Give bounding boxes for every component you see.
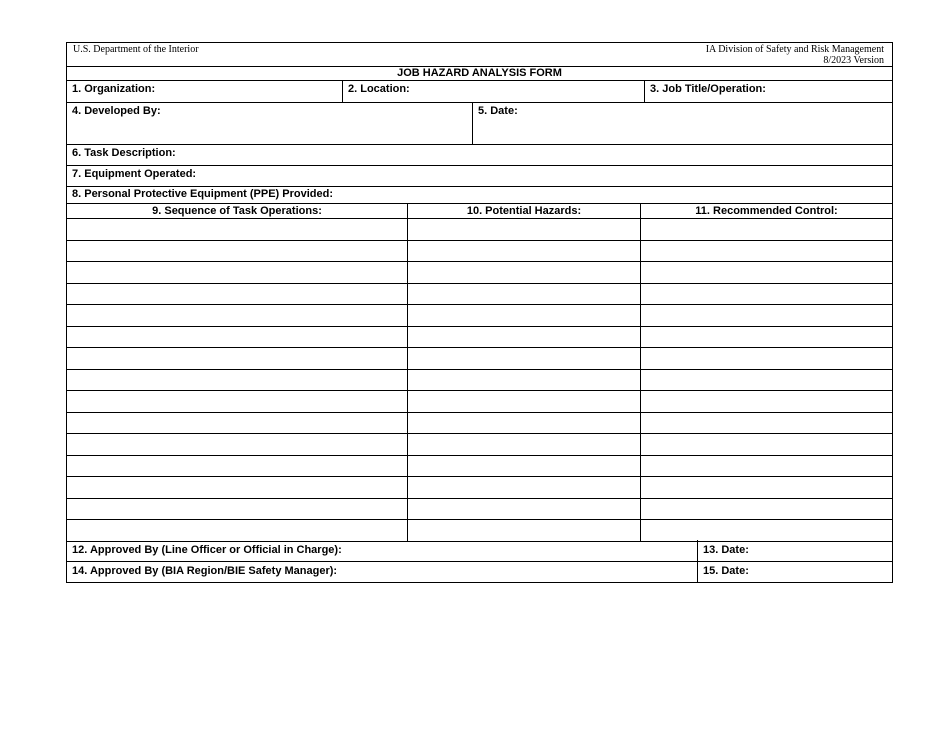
control-cell[interactable]: [641, 219, 892, 240]
equipment-operated-row[interactable]: [67, 166, 892, 187]
date-15-field[interactable]: [698, 562, 892, 582]
date-label: 5. Date:: [478, 105, 518, 117]
date-13-label: 13. Date:: [703, 544, 749, 556]
sequence-cell[interactable]: [67, 434, 408, 455]
approved-safety-manager-row: [67, 562, 892, 582]
hazards-cell[interactable]: [408, 305, 641, 326]
hazards-cell[interactable]: [408, 434, 641, 455]
hazards-cell[interactable]: [408, 477, 641, 498]
division-info: [706, 44, 884, 66]
job-title-field[interactable]: [645, 81, 892, 102]
sequence-cell[interactable]: [67, 413, 408, 434]
sequence-column-header: [67, 204, 408, 218]
organization-label: 1. Organization:: [72, 83, 156, 95]
approved-safety-manager-label: 14. Approved By (BIA Region/BIE Safety Manager):: [72, 565, 338, 577]
date-15-label: 15. Date:: [703, 565, 749, 577]
control-cell[interactable]: [641, 391, 892, 412]
job-hazard-analysis-form: [66, 42, 893, 583]
developed-by-date-row: [67, 103, 892, 145]
sequence-cell[interactable]: [67, 284, 408, 305]
hazards-cell[interactable]: [408, 241, 641, 262]
hazards-cell[interactable]: [408, 262, 641, 283]
control-cell[interactable]: [641, 434, 892, 455]
developed-by-field[interactable]: [67, 103, 473, 144]
form-header-row: [67, 43, 892, 67]
control-column-header: [641, 204, 892, 218]
sequence-cell[interactable]: [67, 241, 408, 262]
sequence-column-label: 9. Sequence of Task Operations:: [152, 205, 322, 217]
form-title-row: [67, 67, 892, 81]
table-row: [67, 327, 892, 349]
sequence-cell[interactable]: [67, 391, 408, 412]
department-name: U.S. Department of the Interior: [73, 44, 199, 55]
table-row: [67, 391, 892, 413]
table-row: [67, 520, 892, 542]
control-cell[interactable]: [641, 348, 892, 369]
job-title-label: 3. Job Title/Operation:: [650, 83, 766, 95]
table-row: [67, 241, 892, 263]
sequence-cell[interactable]: [67, 499, 408, 520]
table-row: [67, 477, 892, 499]
hazards-column-header: [408, 204, 641, 218]
sequence-cell[interactable]: [67, 348, 408, 369]
control-cell[interactable]: [641, 413, 892, 434]
table-row: [67, 219, 892, 241]
task-table-header-row: [67, 204, 892, 219]
sequence-cell[interactable]: [67, 262, 408, 283]
sequence-cell[interactable]: [67, 456, 408, 477]
sequence-cell[interactable]: [67, 327, 408, 348]
table-row: [67, 370, 892, 392]
control-cell[interactable]: [641, 327, 892, 348]
division-name: IA Division of Safety and Risk Management: [705, 44, 884, 55]
table-row: [67, 434, 892, 456]
control-cell[interactable]: [641, 456, 892, 477]
form-version: 8/2023 Version: [823, 55, 884, 66]
approved-line-officer-field[interactable]: [67, 540, 698, 561]
table-row: [67, 499, 892, 521]
hazards-cell[interactable]: [408, 456, 641, 477]
organization-location-job-row: [67, 81, 892, 103]
developed-by-label: 4. Developed By:: [72, 105, 161, 117]
table-row: [67, 284, 892, 306]
location-field[interactable]: [343, 81, 645, 102]
table-row: [67, 305, 892, 327]
approved-line-officer-row: [67, 540, 892, 562]
ppe-label: 8. Personal Protective Equipment (PPE) Provided:: [72, 188, 334, 200]
location-label: 2. Location:: [348, 83, 410, 95]
sequence-cell[interactable]: [67, 219, 408, 240]
control-cell[interactable]: [641, 284, 892, 305]
control-cell[interactable]: [641, 477, 892, 498]
hazards-cell[interactable]: [408, 520, 641, 541]
sequence-cell[interactable]: [67, 370, 408, 391]
hazards-column-label: 10. Potential Hazards:: [466, 205, 582, 217]
control-cell[interactable]: [641, 241, 892, 262]
date-field[interactable]: [473, 103, 892, 144]
hazards-cell[interactable]: [408, 413, 641, 434]
control-cell[interactable]: [641, 262, 892, 283]
hazards-cell[interactable]: [408, 219, 641, 240]
approved-safety-manager-field[interactable]: [67, 562, 698, 582]
date-13-field[interactable]: [698, 540, 892, 561]
control-cell[interactable]: [641, 370, 892, 391]
form-title: JOB HAZARD ANALYSIS FORM: [397, 67, 562, 79]
hazards-cell[interactable]: [408, 327, 641, 348]
hazards-cell[interactable]: [408, 391, 641, 412]
hazards-cell[interactable]: [408, 348, 641, 369]
control-cell[interactable]: [641, 520, 892, 541]
table-row: [67, 348, 892, 370]
sequence-cell[interactable]: [67, 520, 408, 541]
approved-line-officer-label: 12. Approved By (Line Officer or Official in Charge):: [72, 544, 342, 556]
equipment-operated-label: 7. Equipment Operated:: [72, 168, 197, 180]
control-column-label: 11. Recommended Control:: [695, 205, 838, 217]
table-row: [67, 262, 892, 284]
ppe-row[interactable]: [67, 187, 892, 204]
hazards-cell[interactable]: [408, 370, 641, 391]
sequence-cell[interactable]: [67, 477, 408, 498]
hazards-cell[interactable]: [408, 499, 641, 520]
task-description-label: 6. Task Description:: [72, 147, 176, 159]
sequence-cell[interactable]: [67, 305, 408, 326]
organization-field[interactable]: [67, 81, 343, 102]
table-row: [67, 456, 892, 478]
table-row: [67, 413, 892, 435]
control-cell[interactable]: [641, 499, 892, 520]
control-cell[interactable]: [641, 305, 892, 326]
task-description-row[interactable]: [67, 145, 892, 166]
hazards-cell[interactable]: [408, 284, 641, 305]
